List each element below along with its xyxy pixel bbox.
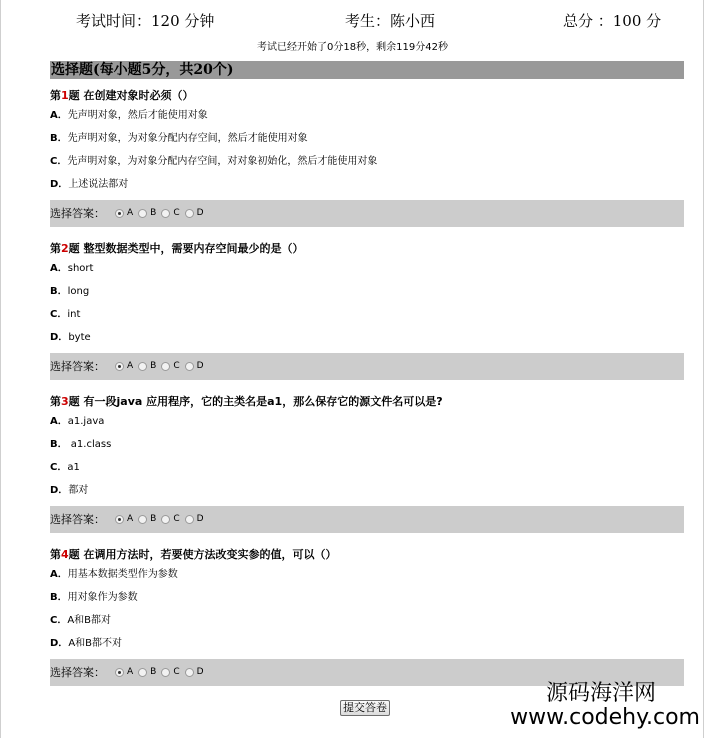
option-text: 用基本数据类型作为参数	[67, 569, 178, 580]
radio-button[interactable]	[185, 668, 194, 677]
question-number: 4	[61, 548, 69, 561]
answer-label: 选择答案：	[50, 513, 105, 526]
radio-label: D	[196, 208, 204, 218]
countdown-timer: 考试已经开始了0分18秒，剩余119分42秒	[257, 42, 448, 53]
question-suffix: 题	[68, 548, 80, 561]
answer-choice-d[interactable]	[185, 659, 204, 686]
answer-bar	[50, 200, 684, 227]
option-row	[50, 280, 684, 303]
question-block	[50, 241, 684, 380]
radio-label: B	[150, 667, 157, 677]
option-row	[50, 479, 684, 502]
option-row	[50, 632, 684, 655]
question-prefix: 第	[50, 395, 61, 408]
question-text: 在调用方法时，若要使方法改变实参的值，可以（）	[83, 548, 337, 561]
submit-button[interactable]: 提交答卷	[340, 700, 390, 716]
answer-choice-d[interactable]	[185, 506, 204, 533]
radio-label: D	[196, 514, 204, 524]
radio-button[interactable]	[115, 515, 124, 524]
answer-label: 选择答案：	[50, 666, 105, 679]
question-block	[50, 88, 684, 227]
option-text: int	[67, 309, 81, 320]
radio-label: A	[127, 208, 134, 218]
option-text: a1	[67, 462, 80, 473]
option-row	[50, 104, 684, 127]
answer-bar	[50, 506, 684, 533]
option-row	[50, 173, 684, 196]
radio-button[interactable]	[115, 362, 124, 371]
answer-choice-b[interactable]	[138, 659, 156, 686]
option-text: a1.class	[67, 439, 112, 450]
answer-choice-c[interactable]	[161, 506, 179, 533]
answer-choice-c[interactable]	[161, 659, 179, 686]
option-text: 用对象作为参数	[67, 592, 138, 603]
option-row	[50, 410, 684, 433]
answer-choice-a[interactable]	[115, 200, 133, 227]
option-letter: D．	[50, 332, 69, 343]
radio-button[interactable]	[185, 515, 194, 524]
option-letter: A．	[50, 569, 68, 580]
question-prefix: 第	[50, 242, 61, 255]
question-number: 2	[61, 242, 69, 255]
option-row	[50, 127, 684, 150]
question-number: 3	[61, 395, 69, 408]
page-border-left	[0, 0, 1, 738]
question-suffix: 题	[68, 89, 80, 102]
option-row	[50, 303, 684, 326]
radio-label: A	[127, 667, 134, 677]
answer-choice-d[interactable]	[185, 200, 204, 227]
option-letter: D．	[50, 179, 69, 190]
radio-label: D	[196, 361, 204, 371]
radio-label: B	[150, 514, 157, 524]
question-title	[50, 547, 684, 563]
answer-choice-a[interactable]	[115, 506, 133, 533]
option-text: a1.java	[67, 416, 105, 427]
option-row	[50, 586, 684, 609]
radio-button[interactable]	[138, 362, 147, 371]
radio-button[interactable]	[185, 362, 194, 371]
radio-button[interactable]	[115, 209, 124, 218]
option-text: 都对	[68, 485, 89, 496]
radio-label: C	[173, 514, 180, 524]
answer-choice-d[interactable]	[185, 353, 204, 380]
option-text: short	[67, 263, 94, 274]
radio-label: A	[127, 361, 134, 371]
option-letter: D．	[50, 485, 69, 496]
answer-choice-b[interactable]	[138, 353, 156, 380]
question-block	[50, 394, 684, 533]
question-block	[50, 547, 684, 686]
watermark-url: www.codehy.com	[510, 705, 700, 730]
option-letter: D．	[50, 638, 69, 649]
question-suffix: 题	[68, 242, 80, 255]
question-number: 1	[61, 89, 69, 102]
option-letter: B．	[50, 439, 68, 450]
question-text: 有一段java 应用程序，它的主类名是a1，那么保存它的源文件名可以是?	[83, 395, 443, 408]
answer-choice-a[interactable]	[115, 353, 133, 380]
radio-button[interactable]	[161, 362, 170, 371]
exam-header	[0, 10, 705, 34]
radio-button[interactable]	[138, 668, 147, 677]
radio-button[interactable]	[161, 209, 170, 218]
radio-button[interactable]	[138, 515, 147, 524]
answer-choice-a[interactable]	[115, 659, 133, 686]
option-text: A和B都对	[67, 615, 112, 626]
option-letter: A．	[50, 263, 68, 274]
option-letter: A．	[50, 110, 68, 121]
question-text: 整型数据类型中，需要内存空间最少的是（）	[83, 242, 304, 255]
option-row	[50, 150, 684, 173]
option-letter: A．	[50, 416, 68, 427]
question-text: 在创建对象时必须（）	[83, 89, 194, 102]
option-letter: C．	[50, 156, 68, 167]
question-prefix: 第	[50, 89, 61, 102]
option-row	[50, 563, 684, 586]
radio-label: B	[150, 208, 157, 218]
radio-label: C	[173, 667, 180, 677]
question-title	[50, 241, 684, 257]
answer-label: 选择答案：	[50, 360, 105, 373]
option-text: 上述说法都对	[68, 179, 129, 190]
radio-label: C	[173, 361, 180, 371]
option-letter: C．	[50, 309, 68, 320]
answer-choice-b[interactable]	[138, 506, 156, 533]
option-letter: C．	[50, 615, 68, 626]
radio-label: C	[173, 208, 180, 218]
option-row	[50, 433, 684, 456]
answer-choice-b[interactable]	[138, 200, 156, 227]
section-title: 选择题(每小题5分，共20个)	[50, 61, 684, 79]
watermark	[500, 682, 700, 730]
answer-choice-c[interactable]	[161, 353, 179, 380]
option-text: 先声明对象，为对象分配内存空间，然后才能使用对象	[67, 133, 308, 144]
watermark-cn: 源码海洋网	[545, 681, 656, 706]
student-name: 考生：陈小西	[345, 12, 436, 30]
question-prefix: 第	[50, 548, 61, 561]
question-title	[50, 88, 684, 104]
total-score: 总分 ：100 分	[563, 12, 662, 30]
option-letter: B．	[50, 592, 68, 603]
radio-label: D	[196, 667, 204, 677]
question-suffix: 题	[68, 395, 80, 408]
option-row	[50, 456, 684, 479]
page-border-right	[703, 0, 704, 738]
option-text: 先声明对象，为对象分配内存空间，对对象初始化，然后才能使用对象	[67, 156, 378, 167]
radio-label: A	[127, 514, 134, 524]
answer-choice-c[interactable]	[161, 200, 179, 227]
option-text: long	[67, 286, 90, 297]
radio-button[interactable]	[115, 668, 124, 677]
option-letter: C．	[50, 462, 68, 473]
option-row	[50, 326, 684, 349]
option-letter: B．	[50, 286, 68, 297]
answer-label: 选择答案：	[50, 207, 105, 220]
radio-button[interactable]	[161, 668, 170, 677]
radio-button[interactable]	[185, 209, 194, 218]
option-row	[50, 609, 684, 632]
option-letter: B．	[50, 133, 68, 144]
answer-bar	[50, 353, 684, 380]
radio-button[interactable]	[138, 209, 147, 218]
option-text: byte	[68, 332, 91, 343]
option-text: 先声明对象，然后才能使用对象	[67, 110, 208, 121]
question-title	[50, 394, 684, 410]
option-row	[50, 257, 684, 280]
radio-button[interactable]	[161, 515, 170, 524]
radio-label: B	[150, 361, 157, 371]
exam-time: 考试时间：120 分钟	[76, 12, 215, 30]
option-text: A和B都不对	[68, 638, 123, 649]
